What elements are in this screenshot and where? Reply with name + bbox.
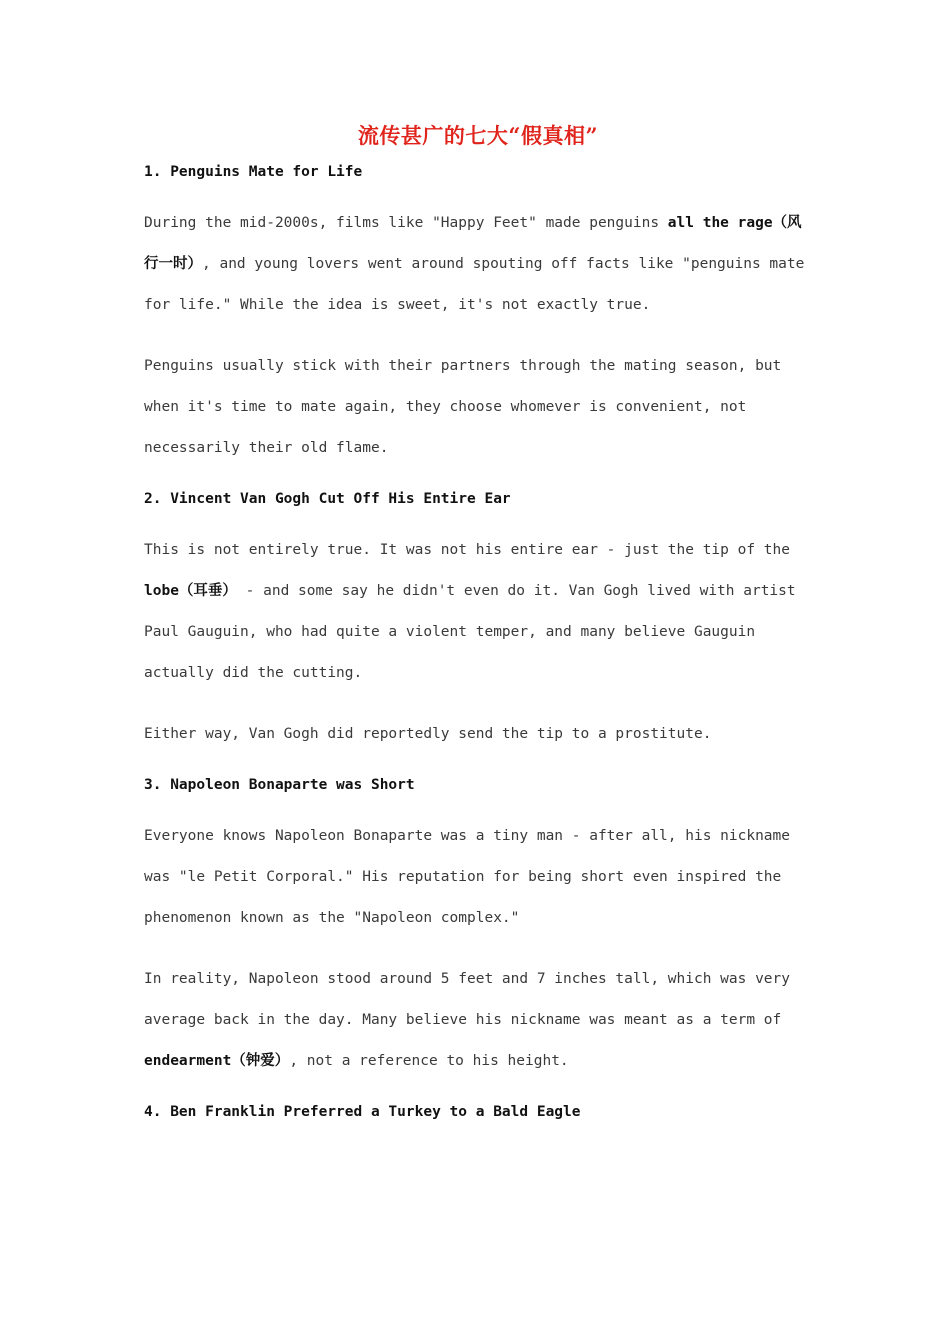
paragraph: Everyone knows Napoleon Bonaparte was a tiny man - after all, his nickname was "le Petit Corporal." His reputation for being short even inspired the phenomenon known as the "Napoleon complex." <box>144 828 791 926</box>
paragraph <box>144 203 812 326</box>
vocab-term: endearment（钟爱） <box>144 1053 290 1069</box>
paragraph: Either way, Van Gogh did reportedly send the tip to a prostitute. <box>144 726 712 742</box>
document-page <box>144 120 812 1122</box>
paragraph: Penguins usually stick with their partners through the mating season, but when it's time to mate again, they choose whomever is convenient, not necessarily their old flame. <box>144 358 782 456</box>
document-title: 流传甚广的七大“假真相” <box>357 123 599 148</box>
paragraph-text: , not a reference to his height. <box>289 1053 569 1069</box>
paragraph-text: - and some say he didn't even do it. Van Gogh lived with artist Paul Gauguin, who had quite a violent temper, and many believe Gauguin actually did the cutting. <box>144 583 796 681</box>
paragraph-text: This is not entirely true. It was not his entire ear - just the tip of the <box>144 542 791 558</box>
section-1 <box>144 162 812 489</box>
section-4 <box>144 1102 812 1122</box>
section-2 <box>144 489 812 775</box>
section-heading: 1. Penguins Mate for Life <box>144 164 363 180</box>
paragraph-text: During the mid-2000s, films like "Happy Feet" made penguins <box>144 215 668 231</box>
vocab-term: lobe（耳垂） <box>144 583 237 599</box>
section-heading: 2. Vincent Van Gogh Cut Off His Entire Ear <box>144 491 511 507</box>
paragraph-text: , and young lovers went around spouting off facts like "penguins mate for life." While the idea is sweet, it's not exactly true. <box>144 256 805 313</box>
paragraph-text: In reality, Napoleon stood around 5 feet and 7 inches tall, which was very average back in the day. Many believe his nickname was meant as a term of <box>144 971 791 1028</box>
section-heading: 3. Napoleon Bonaparte was Short <box>144 777 415 793</box>
vocab-term: all the rage（风行一时） <box>144 215 802 272</box>
section-heading: 4. Ben Franklin Preferred a Turkey to a Bald Eagle <box>144 1104 581 1120</box>
paragraph <box>144 530 812 694</box>
section-3 <box>144 775 812 1102</box>
paragraph <box>144 959 812 1082</box>
